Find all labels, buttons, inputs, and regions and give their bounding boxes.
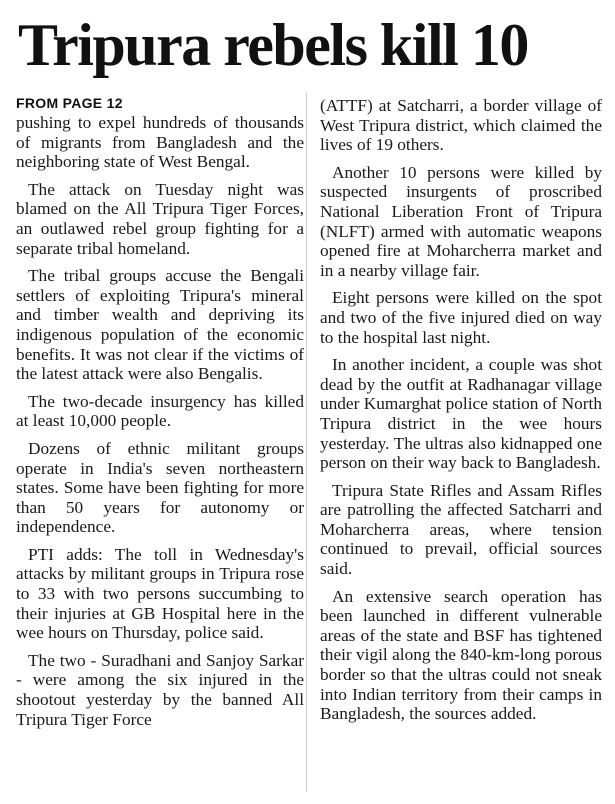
paragraph: The tribal groups accuse the Bengali settlers of exploiting Tripura's mineral and timber wealth and depriving its indigenous population of the economic benefits. It was not clear if the victims of the latest attack were also Bengalis. [16,266,304,384]
from-page-label: FROM PAGE 12 [16,95,123,111]
article-column-left [16,94,304,737]
paragraph: Tripura State Rifles and Assam Rifles are patrolling the affected Satcharri and Moharcherra areas, where tension continued to prevail, official sources said. [320,480,602,579]
paragraph: The two - Suradhani and Sanjoy Sarkar - were among the six injured in the shootout yesterday by the banned All Tripura Tiger Force [16,650,304,729]
paragraph: An extensive search operation has been launched in different vulnerable areas of the state and BSF has tightened their vigil along the 840-km-long porous border so that the ultras could not sneak into Indian territory from their camps in Bangladesh, the sources added. [320,586,602,724]
paragraph: Dozens of ethnic militant groups operate in India's seven northeastern states. Some have been fighting for more than 50 years for autonomy or independence. [16,438,304,537]
column-divider [306,92,307,792]
paragraph: The two-decade insurgency has killed at least 10,000 people. [16,391,304,431]
paragraph: pushing to expel hundreds of thousands of migrants from Bangladesh and the neighboring state of West Bengal. [16,113,304,172]
paragraph: The attack on Tuesday night was blamed on the All Tripura Tiger Forces, an outlawed rebel group fighting for a separate tribal homeland. [16,179,304,258]
paragraph: Another 10 persons were killed by suspected insurgents of proscribed National Liberation Front of Tripura (NLFT) armed with automatic weapons opened fire at Moharcherra market and in a nearby village fair. [320,162,602,280]
paragraph: Eight persons were killed on the spot and two of the five injured died on way to the hospital last night. [320,288,602,347]
paragraph: (ATTF) at Satcharri, a border village of West Tripura district, which claimed the lives of 19 others. [320,96,602,155]
headline: Tripura rebels kill 10 [18,12,528,78]
paragraph: In another incident, a couple was shot dead by the outfit at Radhanagar village under Kumarghat police station of North Tripura district in the wee hours yesterday. The ultras also kidnapped one person on their way back to Bangladesh. [320,355,602,473]
paragraph: PTI adds: The toll in Wednesday's attacks by militant groups in Tripura rose to 33 with two persons succumbing to their injuries at GB Hospital here in the wee hours on Thursday, police said. [16,544,304,643]
article-column-right [320,96,602,732]
